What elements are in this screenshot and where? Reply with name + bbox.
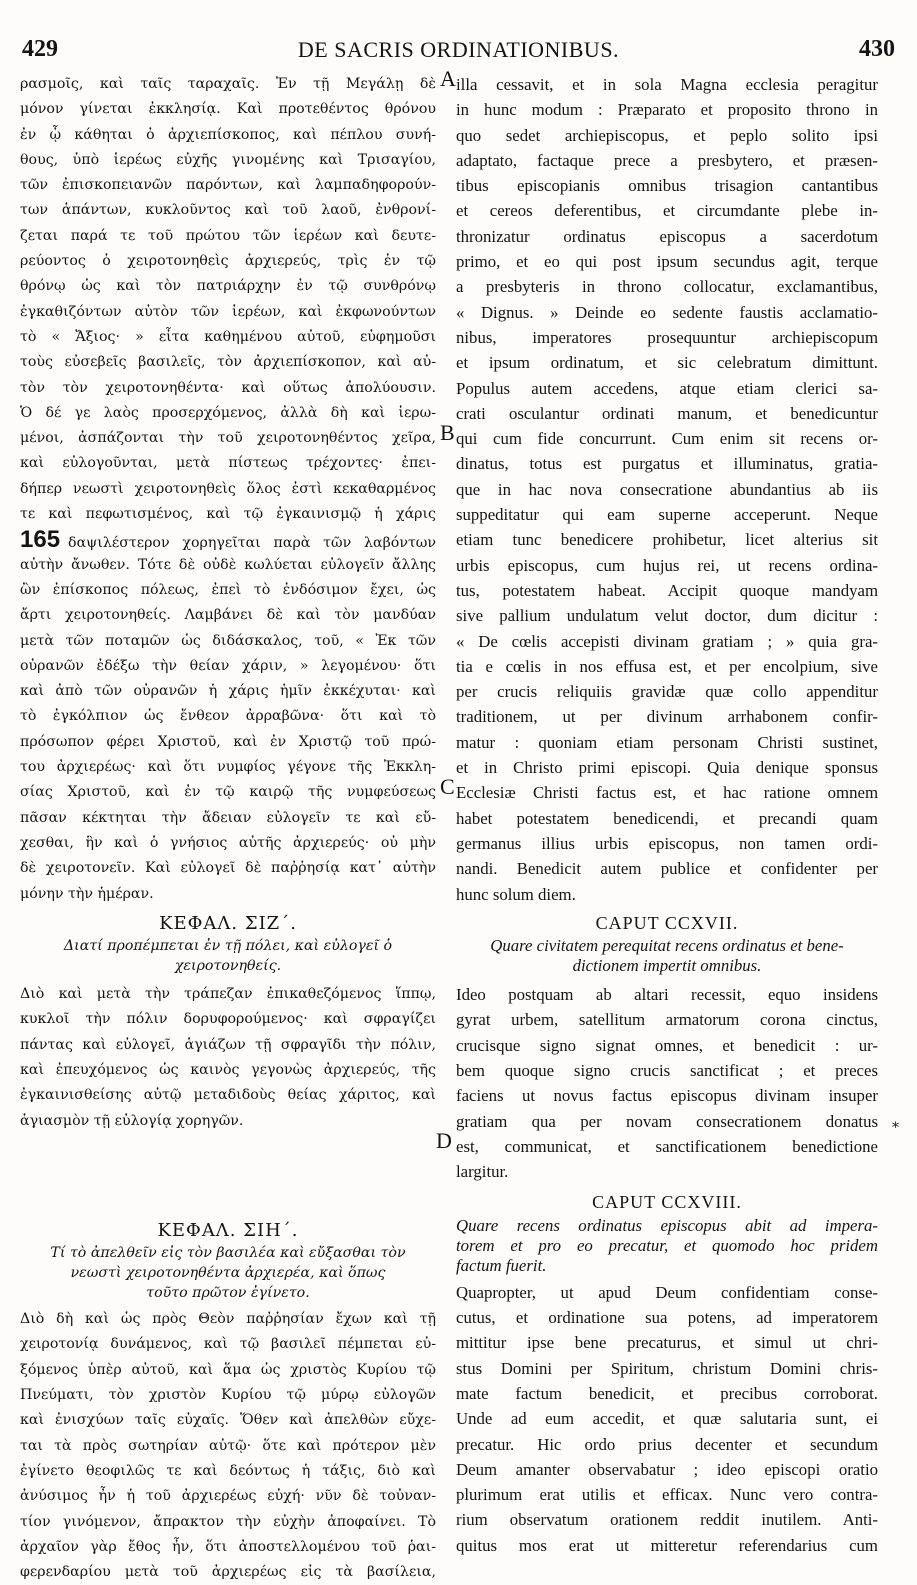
- text-line: adaptato, factaque prece a presbytero, et præsen-: [456, 150, 878, 170]
- text-line: ρασμοῖς, καὶ ταῖς ταραχαῖς. Ἐν τῇ Μεγάλῃ δὲ: [20, 76, 436, 92]
- text-line: thronizatur ordinatus episcopus a sacerdotum: [456, 226, 878, 246]
- text-line: que in hac nova consecratione abundantius ab iis: [456, 479, 878, 499]
- text-line: per crucis reliquiis gravidæ quæ collo appenditur: [456, 682, 878, 702]
- text-line: bem quoque signo crucis sanctificat ; et preces: [456, 1060, 878, 1080]
- text-line: in hunc modum : Præparato et proposito throno in: [456, 100, 878, 120]
- greek-column: [20, 72, 436, 1585]
- text-line: ται τὰ πρὸς σωτηρίαν αὐτῷ· ὅτε καὶ πρότερον μὲν: [20, 1437, 436, 1454]
- text-line: Διὸ καὶ μετὰ τὴν τράπεζαν ἐπικαθεζόμενος ἵππῳ,: [20, 986, 436, 1003]
- text-line: μόνον γίνεται ἐκκλησίᾳ. Καὶ προτεθέντος θρόνου: [20, 101, 436, 118]
- text-line: « De cœlis accepisti divinam gratiam ; » quia gra-: [456, 631, 878, 651]
- text-line: καὶ εὐλογοῦνται, μετὰ πίστεως τρέχοντες· ἐπει-: [20, 455, 436, 472]
- text-line: καὶ ἐνισχύων ταῖς εὐχαῖς. Ὅθεν καὶ ἀπελθὼν εὔχε-: [20, 1412, 436, 1429]
- latin-column: [456, 72, 878, 1558]
- text-line: a presbyteris in throno collocatur, exclamantibus,: [456, 277, 878, 297]
- running-title: DE SACRIS ORDINATIONIBUS.: [297, 37, 620, 62]
- text-line: σίας Χριστοῦ, καὶ ἐν τῷ καιρῷ τῆς νυμφεύσεως: [20, 784, 436, 801]
- text-line: et ipsum ordinatum, et sic celebratum dimittunt.: [456, 353, 878, 373]
- text-line: τὸν τὸν χειροτονηθέντα· καὶ οὕτως ἀπολύουσιν.: [20, 379, 436, 396]
- text-line: nandi. Benedicit autem publice et confidenter per: [456, 859, 878, 879]
- text-line: φερενδαρίου μετὰ τοῦ ἀρχιερέως εἰς τὰ βασίλεια,: [20, 1564, 436, 1581]
- margin-number: 165: [20, 527, 61, 553]
- text-line: θους, ὑπὸ ἱερέως εὐχῆς γινομένης καὶ Τρισαγίου,: [20, 151, 436, 168]
- text-line: ἐγίνετο θεοφιλῶς τε καὶ δεόντως ἡ τάξις, διὸ καὶ: [20, 1462, 436, 1479]
- text-line: Διὸ δὴ καὶ ὡς πρὸς Θεὸν παῤῥησίαν ἔχων καὶ τῇ: [20, 1311, 436, 1328]
- text-line: qui cum fide concurrunt. Cum enim sit recens or-: [456, 429, 878, 449]
- text-line: tia e cœlis in nos effusa est, et per encolpium, sive: [456, 656, 878, 676]
- greek-paragraph-2: [20, 982, 436, 1134]
- text-line: ζεται παρά τε τοῦ πρώτου τῶν ἱερέων καὶ δευτε-: [20, 227, 436, 244]
- text-line: ἀρχαῖον γὰρ ἔθος ἦν, ὅτι ἀποστελλομένου τοῦ ῥαι-: [20, 1538, 436, 1555]
- text-line: ρεύοντος ὁ χειροτονηθεὶς ἀρχιερεύς, τρὶς ἐν τῷ: [20, 253, 436, 270]
- text-line: hunc solum diem.: [456, 884, 576, 904]
- text-line: primo, et eo qui post ipsum secundus agit, terque: [456, 252, 878, 272]
- text-line: μετὰ τῶν ποταμῶν ὡς διδάσκαλος, τοῦ, « Ἐκ τῶν: [20, 632, 436, 649]
- text-line: tus, potestatem habeat. Accipit quoque mandyam: [456, 580, 878, 600]
- text-line: θρόνῳ ὡς καὶ τὸν πατριάρχην ἐν τῷ συνθρόνῳ: [20, 278, 436, 295]
- greek-paragraph-3: [20, 1307, 436, 1585]
- text-line: ἄρτι χειροτονηθείς. Λαμβάνει δὲ καὶ τὸν μανδύαν: [20, 607, 436, 624]
- margin-letter-d: D: [436, 1128, 452, 1153]
- text-line: faciens ut novus factus episcopus divinam insuper: [456, 1086, 878, 1106]
- text-line: τοὺς εὐσεβεῖς βασιλεῖς, τὸν ἀρχιεπίσκοπον, καὶ αὐ-: [20, 354, 436, 371]
- text-line: suppeditatur qui eam superne acceperunt. Neque: [456, 505, 878, 525]
- text-line: Quapropter, ut apud Deum confidentiam conse-: [456, 1282, 878, 1302]
- text-line: Ὁ δέ γε λαὸς προσερχόμενος, ἀλλὰ δὴ καὶ ἱερω-: [20, 404, 436, 421]
- text-line: τε καὶ πεφωτισμένος, καὶ τῷ ἐγκαινισμῷ ἡ χάρις: [20, 506, 436, 523]
- text-line: ἐγκαινισθείσης αὐτῷ μεταδιδοὺς θείας χάριτος, καὶ: [20, 1087, 436, 1104]
- chapter-216-subtitle-greek: Διατί προπέμπεται ἐν τῇ πόλει, καὶ εὐλογεῖ ὁ: [63, 938, 393, 955]
- text-line: traditionem, ut per divinum arrhabonem confir-: [456, 707, 878, 727]
- text-line: κυκλοῖ τὴν πόλιν δορυφορούμενος· καὶ σφραγίζει: [20, 1011, 436, 1028]
- text-line: plurimum erat utilis et efficax. Nunc vero contra-: [456, 1485, 878, 1505]
- text-line: habet potestatem benedicendi, et precandi quam: [456, 808, 878, 828]
- text-line: δήπερ νεωστὶ χειροτονηθεὶς ὅλος ἐστὶ κεκαθαρμένος: [20, 480, 436, 497]
- text-line: πρόσωπον φέρει Χριστοῦ, καὶ ἐν Χριστῷ τοῦ πρώ-: [20, 733, 436, 750]
- chapter-217-heading-latin: CAPUT CCXVIII.: [592, 1192, 742, 1213]
- text-line: mate factum benedicit, et precibus corroborat.: [456, 1383, 878, 1403]
- text-line: τῶν ἐπισκοπειανῶν παρόντων, καὶ λαμπαδηφορούν-: [20, 177, 436, 194]
- chapter-216-heading-latin: CAPUT CCXVII.: [595, 912, 739, 933]
- chapter-216-subtitle-latin: Quare civitatem perequitat recens ordinatus et bene-: [490, 936, 844, 956]
- latin-paragraph-1: [456, 72, 878, 907]
- chapter-217-subtitle-latin: Quare recens ordinatus episcopus abit ad impera-: [456, 1215, 878, 1235]
- text-line: Πνεύματι, τὸν χριστὸν Κυρίου τῷ μύρῳ εὐλογῶν: [20, 1387, 436, 1404]
- text-line: καὶ ἀπὸ τῶν οὐρανῶν ἡ χάρις ἡμῖν ἐκκέχυται· καὶ: [20, 683, 436, 700]
- text-line: αὐτὴν ἄνωθεν. Τότε δὲ οὐδὲ κωλύεται εὐλογεῖν ἄλλης: [20, 556, 436, 573]
- text-line: et in Christo primi episcopi. Quia denique sponsus: [456, 758, 878, 778]
- margin-letter-a: A: [440, 66, 456, 91]
- text-line: ἐν ᾧ κάθηται ὁ ἀρχιεπίσκοπος, καὶ πέπλου συνή-: [20, 126, 436, 143]
- text-line: dinatus, totus est purgatus et illuminatus, gratia-: [456, 454, 878, 474]
- chapter-217-heading-greek: ΚΕΦΑΛ. ΣΙΗ΄.: [157, 1219, 299, 1241]
- latin-paragraph-3: [456, 1280, 878, 1558]
- text-line: illa cessavit, et in sola Magna ecclesia peragitur: [456, 75, 878, 94]
- text-line: germanus illius urbis episcopus, non tamen ordi-: [456, 833, 878, 853]
- text-line: χεσθαι, ἣν καὶ ὁ γνήσιος αὐτῆς ἀρχιερεύς· οὐ μὴν: [20, 834, 436, 851]
- text-line: urbis episcopus, cum hujus rei, ut recens ordina-: [456, 555, 878, 575]
- text-line-with-margin-number: [20, 527, 436, 552]
- chapter-217-subtitle-greek: Τί τὸ ἀπελθεῖν εἰς τὸν βασιλέα καὶ εὔξασθαι τὸν: [50, 1245, 406, 1262]
- text-line: των ἁπάντων, κυκλοῦντος καὶ τοῦ λαοῦ, ἐνθρονί-: [20, 202, 436, 219]
- text-line: stus Domini per Spiritum, christum Domini chris-: [456, 1358, 878, 1378]
- text-line: ἀνύσιμος ἦν ἡ τοῦ ἀρχιερέως εὐχή· νῦν δὲ τοὐναν-: [20, 1488, 436, 1505]
- page-number-right: 430: [859, 36, 895, 62]
- text-line: quo sedet archiepiscopus, et peplo solito ipsi: [456, 125, 878, 145]
- chapter-216-subtitle-greek: χειροτονηθείς.: [174, 958, 282, 975]
- text-line: πάντας καὶ εὐλογεῖ, ἁγιάζων τῇ σφραγῖδι τὴν πόλιν,: [20, 1036, 436, 1053]
- text-line: et cereos deferentibus, et circumdante plebe in-: [456, 201, 878, 221]
- text-line: quitus mos erat ut mitteretur referendarius cum: [456, 1535, 878, 1555]
- chapter-217-subtitle-greek: τοῦτο πρῶτον ἐγίνετο.: [146, 1285, 310, 1302]
- text-line: precatur. Hic ordo prius decenter et secundum: [456, 1434, 878, 1454]
- text-line: Unde ad eum accedit, et quæ salutaria sunt, ei: [456, 1409, 878, 1429]
- chapter-217-subtitle-latin: factum fuerit.: [456, 1255, 547, 1275]
- text-line: οὐρανῶν ἐδέξω τὴν θείαν χάριν, » λεγομένου· ὅτι: [20, 657, 436, 674]
- text-line: δαψιλέστερον χορηγεῖται παρὰ τῶν λαβόντων: [68, 535, 436, 552]
- text-line: gratiam qua per novam consecrationem donatus: [456, 1111, 878, 1131]
- text-line: τὸ « Ἄξιος· » εἶτα καθημένου αὐτοῦ, εὐφημοῦσι: [20, 328, 436, 345]
- text-line: largitur.: [456, 1162, 509, 1182]
- text-line: ὢν ἐπίσκοπος πόλεως, ἐπεὶ τὸ ἐνδόσιμον ἔχει, ὡς: [20, 581, 436, 598]
- text-line: cutus, et ordinatione sua potens, ad imperatorem: [456, 1308, 878, 1328]
- text-line: πᾶσαν κέκτηται τὴν ἄδειαν εὐλογεῖν τε καὶ εὔ-: [20, 809, 436, 826]
- text-line: tibus episcopianis omnibus trisagion cantantibus: [456, 176, 878, 196]
- chapter-217-subtitle-greek: νεωστὶ χειροτονηθέντα ἀρχιερέα, καὶ ὅπως: [70, 1265, 386, 1282]
- text-line: τὸ ἐγκόλπιον ὡς ἔνθεον ἀρραβῶνα· ὅτι καὶ τὸ: [20, 708, 436, 725]
- text-line: μένοι, ἀσπάζονται τὴν τοῦ χειροτονηθέντος χεῖρα,: [20, 430, 436, 447]
- chapter-216-subtitle-latin: dictionem impertit omnibus.: [572, 956, 762, 976]
- text-line: ἐγκαθιζόντων αὐτὸν τῶν ἱερέων, καὶ ἐκφωνούντων: [20, 303, 436, 320]
- footnote-star: *: [892, 1120, 899, 1136]
- text-line: χειροτονίᾳ δυνάμενος, καὶ τῷ βασιλεῖ πέμπεται εὐ-: [20, 1336, 436, 1353]
- text-line: sive pallium undulatum velut doctor, dum dicitur :: [456, 606, 878, 626]
- text-line: Ecclesiæ Christi factus est, et hac ratione omnem: [456, 783, 878, 803]
- text-line: Ideo postquam ab altari recessit, equo insidens: [456, 985, 878, 1005]
- chapter-216-heading-greek: ΚΕΦΑΛ. ΣΙΖ΄.: [159, 912, 297, 934]
- text-line: est, communicat, et sanctificationem benedictione: [456, 1136, 878, 1156]
- text-line: Deum amanter observabatur ; ideo episcopi oratio: [456, 1459, 878, 1479]
- page-header: [22, 36, 895, 66]
- text-line: καὶ ἐπευχόμενος ὡς καινὸς γεγονὼς ἀρχιερεύς, τῆς: [20, 1061, 436, 1078]
- chapter-217-subtitle-latin: torem et pro eo precatur, et quomodo hoc pridem: [456, 1235, 878, 1255]
- text-line: « Dignus. » Deinde eo sedente faustis acclamatio-: [456, 302, 878, 322]
- text-line: του ἀρχιερέως· καὶ ὅτι νυμφίος γέγονε τῆς Ἐκκλη-: [20, 759, 436, 776]
- page-number-left: 429: [22, 36, 58, 62]
- text-line: ἁγιασμὸν τῇ εὐλογίᾳ χορηγῶν.: [20, 1112, 244, 1129]
- text-line: matur : quoniam etiam personam Christi sustinet,: [456, 732, 878, 752]
- margin-letter-b: B: [440, 420, 455, 445]
- text-line: gyrat urbem, satellitum armatorum corona cinctus,: [456, 1010, 878, 1030]
- text-line: crucisque signo signat omnes, et benedicit : ur-: [456, 1035, 878, 1055]
- latin-paragraph-2: [456, 982, 878, 1184]
- text-line: τίον γινόμενον, ἄπρακτον τὴν εὐχὴν ἀποφαίνει. Τὸ: [20, 1513, 436, 1530]
- greek-paragraph-1: [20, 72, 436, 907]
- text-line: mittitur ipse bene precaturus, et simul ut chri-: [456, 1333, 878, 1353]
- text-line: δὲ χειροτονεῖν. Καὶ εὐλογεῖ δὲ παῤῥησίᾳ κατ᾽ αὐτὴν: [20, 860, 436, 877]
- margin-letter-c: C: [440, 774, 455, 799]
- text-line: etiam tunc benedicere prohibetur, licet alterius sit: [456, 530, 878, 550]
- text-line: Populus autem accedens, atque etiam clerici sa-: [456, 378, 878, 398]
- text-line: ξόμενος ὑπὲρ αὐτοῦ, καὶ ἅμα ὡς χριστὸς Κυρίου τῷ: [20, 1361, 436, 1378]
- text-line: rium observatum orationem reddit inutilem. Anti-: [456, 1510, 878, 1530]
- text-line: μόνην τὴν ἡμέραν.: [20, 885, 154, 902]
- text-line: crati osculantur ordinati manum, et benedicuntur: [456, 403, 878, 423]
- text-line: nibus, imperatores prosequuntur archiepiscopum: [456, 327, 878, 347]
